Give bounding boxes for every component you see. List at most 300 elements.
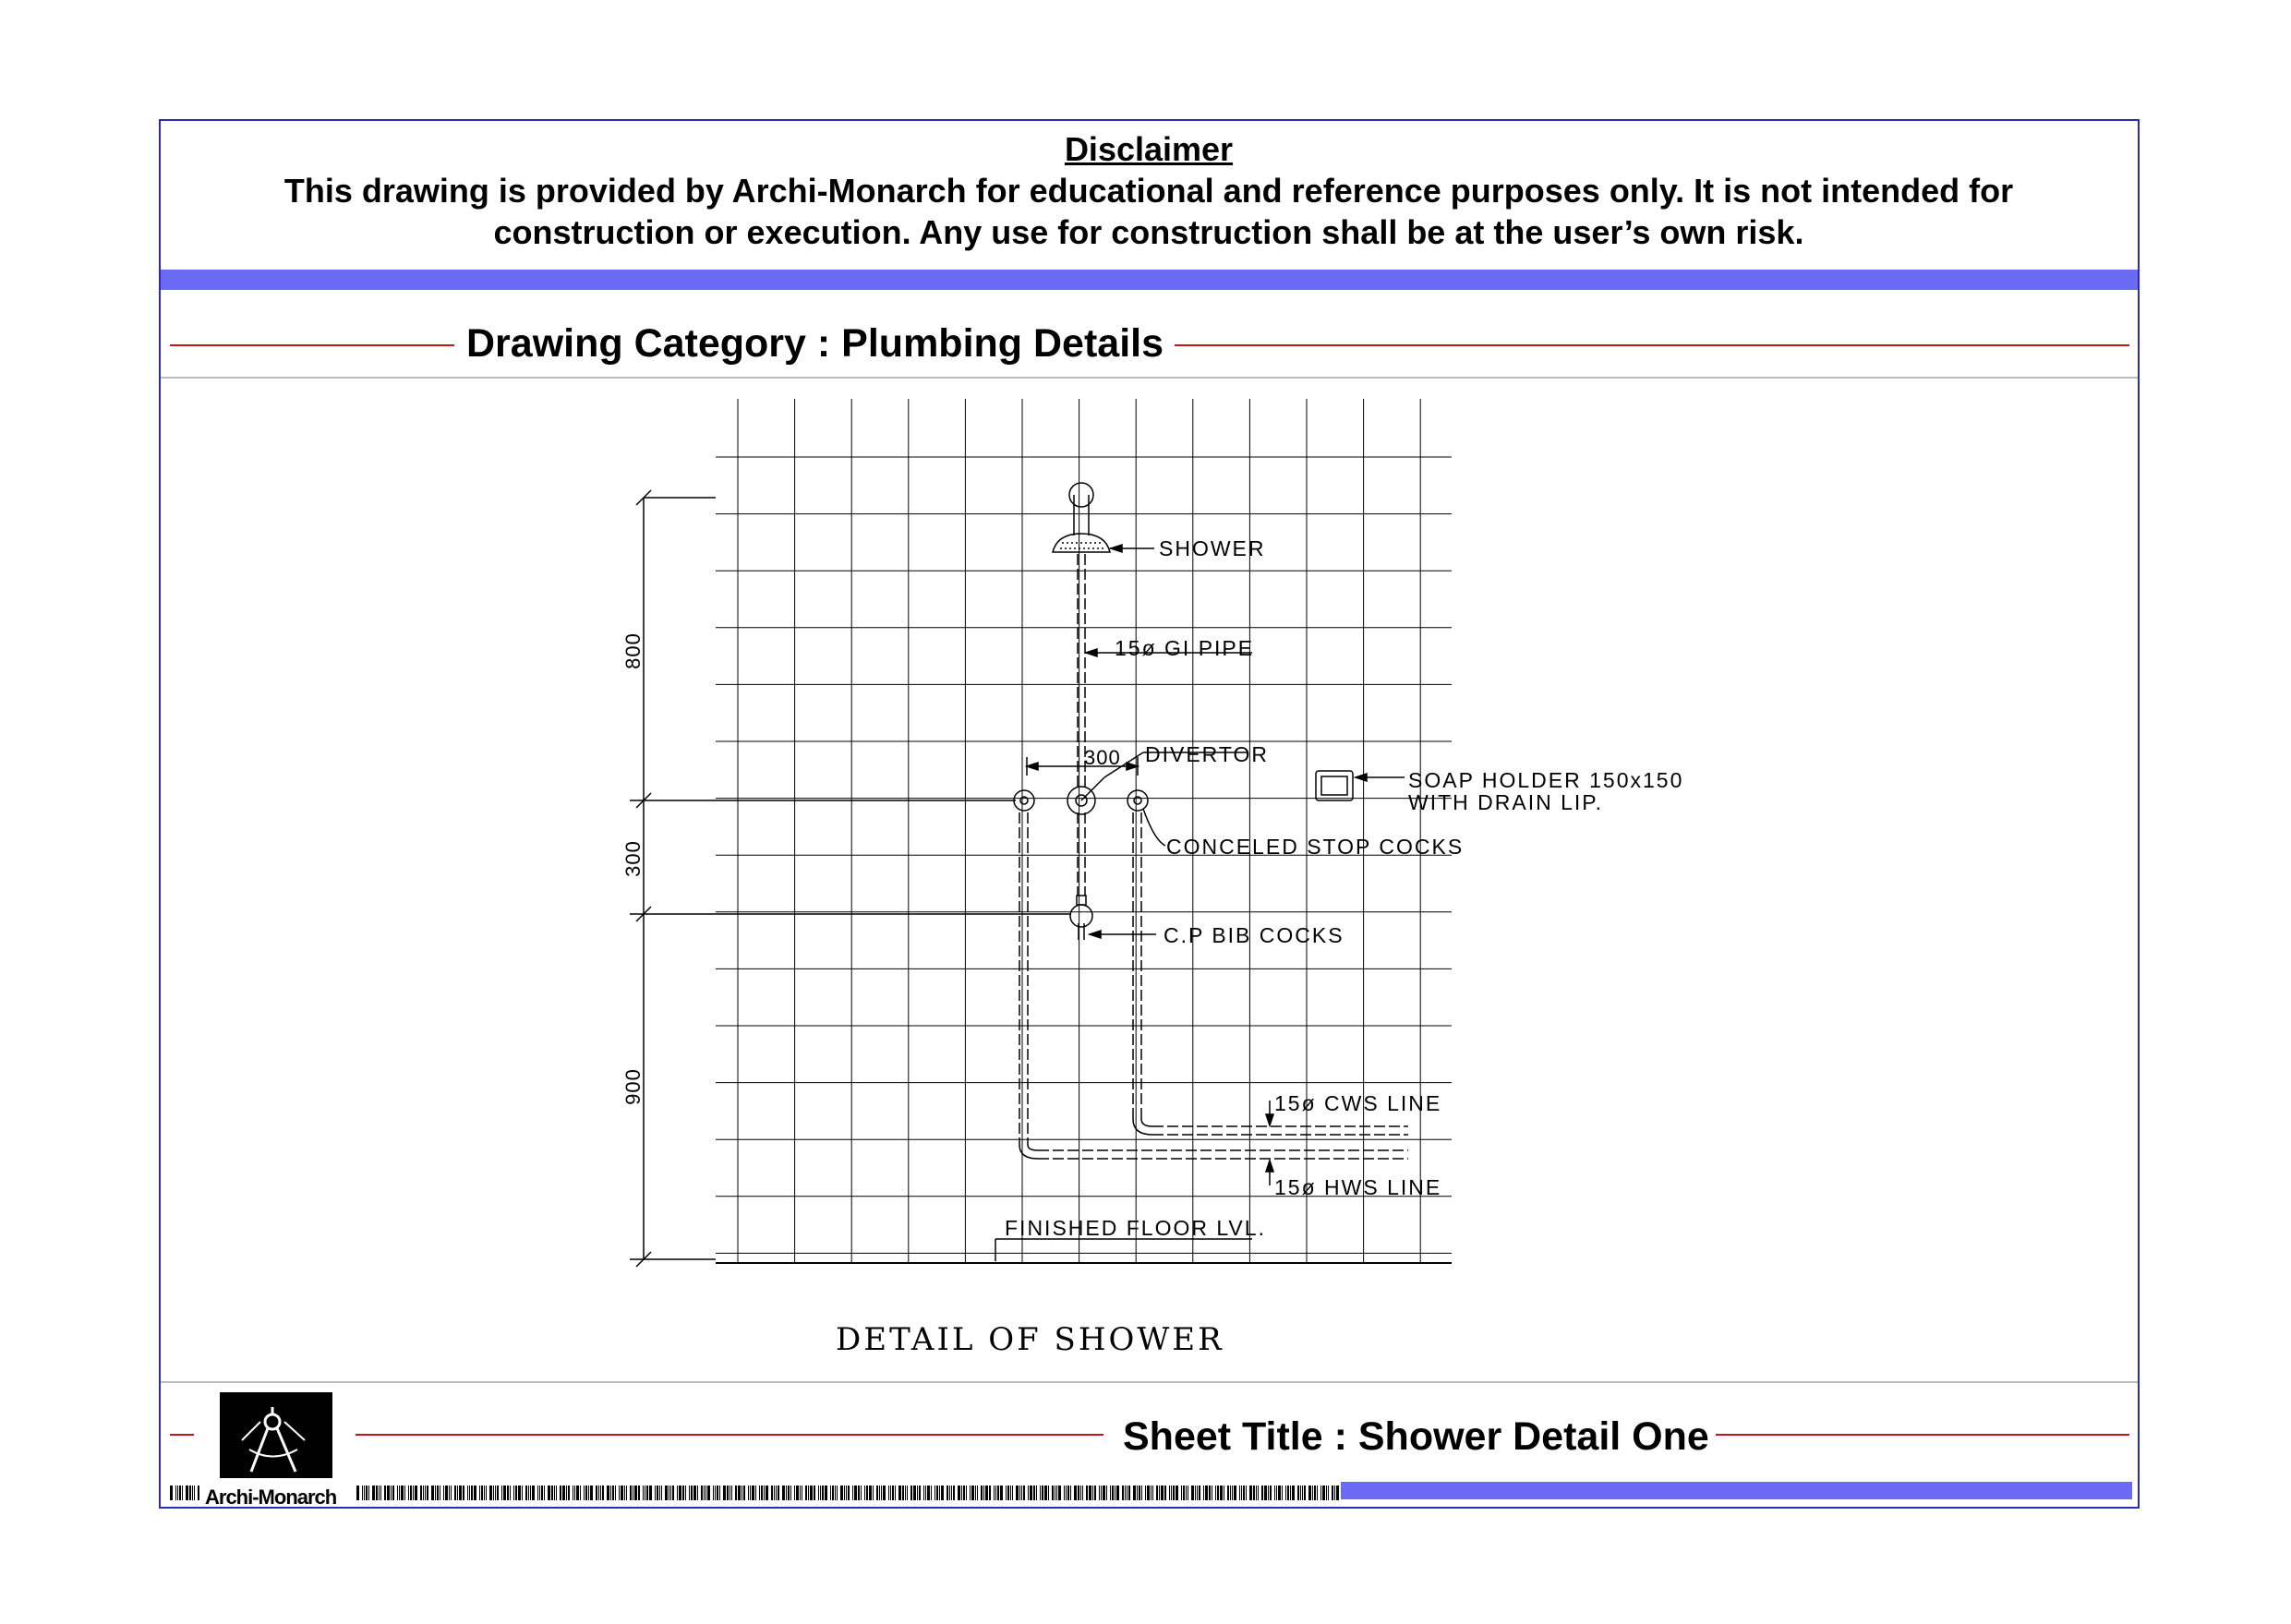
barcode-bar: [1300, 1486, 1301, 1500]
barcode-bar: [905, 1486, 906, 1500]
barcode-bar: [1285, 1486, 1286, 1500]
barcode-bar: [869, 1486, 872, 1500]
barcode-bar: [655, 1486, 656, 1500]
barcode-bar: [1320, 1486, 1321, 1500]
barcode-bar: [1101, 1486, 1102, 1500]
barcode-bar: [379, 1486, 380, 1500]
barcode-bar: [384, 1486, 386, 1500]
barcode-bar: [917, 1486, 918, 1500]
barcode-bar: [691, 1486, 693, 1500]
barcode-bar: [1173, 1486, 1175, 1500]
barcode-bar: [1030, 1486, 1032, 1500]
disclaimer-line-1: This drawing is provided by Archi-Monarch for educational and reference purposes only. It is not intended for: [283, 172, 2014, 210]
barcode-bar: [805, 1486, 807, 1500]
barcode-bar: [392, 1486, 394, 1500]
barcode-bar: [808, 1486, 809, 1500]
barcode-bar: [1334, 1486, 1335, 1500]
barcode-bar: [497, 1486, 499, 1500]
barcode-bar: [814, 1486, 815, 1500]
barcode-bar: [580, 1486, 581, 1500]
barcode-bar: [420, 1486, 422, 1500]
barcode-bar: [634, 1486, 637, 1500]
barcode-bar: [474, 1486, 476, 1500]
barcode-bar: [844, 1486, 845, 1500]
barcode-bar: [1164, 1486, 1166, 1500]
barcode-bar: [830, 1486, 831, 1500]
barcode-bar: [939, 1486, 940, 1500]
label-divertor: DIVERTOR: [1145, 742, 1270, 766]
barcode-bar: [949, 1486, 950, 1500]
barcode-bar: [1191, 1486, 1194, 1500]
barcode-bar: [1082, 1486, 1083, 1500]
barcode-bar: [864, 1486, 865, 1500]
barcode-bar: [881, 1486, 882, 1500]
barcode-bar: [810, 1486, 813, 1500]
barcode-bar: [910, 1486, 912, 1500]
label-hws-line: 15ø HWS LINE: [1274, 1175, 1442, 1199]
barcode-bar: [1312, 1486, 1313, 1500]
barcode-bar: [941, 1486, 944, 1500]
footer-band: [1341, 1482, 2132, 1499]
barcode-bar: [585, 1486, 587, 1500]
barcode-bar: [832, 1486, 834, 1500]
barcode-bar: [953, 1486, 955, 1500]
barcode-bar: [560, 1486, 561, 1500]
label-soap-holder-1: SOAP HOLDER 150x150: [1408, 768, 1684, 792]
barcode-bar: [554, 1486, 555, 1500]
barcode-bar: [1152, 1486, 1153, 1500]
barcode-bar: [837, 1486, 838, 1500]
barcode-bar: [685, 1486, 686, 1500]
barcode-bar: [630, 1486, 632, 1500]
brand-name: Archi-Monarch: [205, 1486, 337, 1509]
barcode-bar: [898, 1486, 901, 1500]
barcode-bar: [391, 1486, 392, 1500]
barcode-bar: [715, 1486, 716, 1500]
barcode-bar: [1137, 1486, 1138, 1500]
disclaimer-title: Disclaimer: [1064, 130, 1234, 168]
barcode-bar: [919, 1486, 921, 1500]
barcode-bar: [1010, 1486, 1011, 1500]
barcode-bar: [198, 1486, 199, 1500]
barcode-bar: [776, 1486, 777, 1500]
barcode-bar: [970, 1486, 971, 1500]
barcode-bar: [701, 1486, 703, 1500]
barcode-bar: [518, 1486, 521, 1500]
barcode-bar: [397, 1486, 398, 1500]
barcode-bar: [493, 1486, 494, 1500]
barcode-bar: [661, 1486, 662, 1500]
barcode-bar: [646, 1486, 648, 1500]
label-stop-cocks: CONCELED STOP COCKS: [1166, 835, 1465, 859]
barcode-bar: [457, 1486, 458, 1500]
barcode-bar: [705, 1486, 706, 1500]
barcode-bar: [971, 1486, 974, 1500]
barcode-bar: [657, 1486, 658, 1500]
barcode-bar: [1044, 1486, 1047, 1500]
barcode-bar: [752, 1486, 754, 1500]
barcode-bar: [985, 1486, 988, 1500]
barcode-bar: [404, 1486, 405, 1500]
barcode-bar: [1070, 1486, 1071, 1500]
barcode-bar: [766, 1486, 768, 1500]
barcode-bar: [479, 1486, 480, 1500]
barcode-bar: [528, 1486, 529, 1500]
barcode-bar: [1217, 1486, 1219, 1500]
barcode-bar: [437, 1486, 439, 1500]
barcode-bar: [761, 1486, 763, 1500]
barcode-bar: [1058, 1486, 1061, 1500]
barcode-bar: [532, 1486, 535, 1500]
barcode-bar: [1199, 1486, 1200, 1500]
dimension-300: 300: [621, 840, 645, 877]
barcode-bar: [1040, 1486, 1041, 1500]
barcode-bar: [975, 1486, 976, 1500]
barcode-bar: [1181, 1486, 1182, 1500]
barcode-bar: [484, 1486, 485, 1500]
barcode-bar: [923, 1486, 924, 1500]
barcode-bar: [489, 1486, 492, 1500]
barcode-bar: [755, 1486, 756, 1500]
barcode-bar: [759, 1486, 760, 1500]
barcode-bar: [1078, 1486, 1079, 1500]
barcode-bar: [177, 1486, 178, 1500]
barcode-bar: [670, 1486, 671, 1500]
barcode-bar: [401, 1486, 404, 1500]
barcode-bar: [997, 1486, 999, 1500]
barcode-bar: [888, 1486, 889, 1500]
barcode-bar: [1023, 1486, 1025, 1500]
barcode-bar: [1205, 1486, 1208, 1500]
barcode-bar: [1282, 1486, 1283, 1500]
barcode-bar: [1122, 1486, 1124, 1500]
label-soap-holder-2: WITH DRAIN LIP.: [1408, 790, 1604, 814]
barcode-bar: [1209, 1486, 1211, 1500]
barcode-bar: [1021, 1486, 1022, 1500]
barcode-bar: [515, 1486, 517, 1500]
label-cws-line: 15ø CWS LINE: [1274, 1091, 1442, 1115]
barcode-bar: [481, 1486, 483, 1500]
barcode-bar: [852, 1486, 853, 1500]
barcode-bar: [610, 1486, 611, 1500]
barcode-bar: [961, 1486, 962, 1500]
barcode-bar: [1159, 1486, 1160, 1500]
barcode-bar: [1067, 1486, 1069, 1500]
barcode-bar: [913, 1486, 916, 1500]
barcode-bar: [1308, 1486, 1311, 1500]
barcode-bar: [1232, 1486, 1233, 1500]
barcode-bar: [525, 1486, 527, 1500]
barcode-bar: [192, 1486, 193, 1500]
label-gi-pipe: 15ø GI PIPE: [1115, 636, 1255, 660]
barcode-bar: [1052, 1486, 1054, 1500]
barcode-bar: [469, 1486, 470, 1500]
barcode-bar: [977, 1486, 978, 1500]
barcode-bar: [677, 1486, 678, 1500]
shower-head-icon: [1053, 483, 1110, 552]
barcode-bar: [800, 1486, 801, 1500]
barcode-bar: [890, 1486, 891, 1500]
barcode-bar: [1287, 1486, 1289, 1500]
barcode-bar: [1317, 1486, 1318, 1500]
barcode-bar: [621, 1486, 623, 1500]
barcode-bar: [1139, 1486, 1140, 1500]
barcode-bar: [782, 1486, 785, 1500]
barcode-bar: [947, 1486, 948, 1500]
barcode-bar: [399, 1486, 400, 1500]
barcode-bar: [427, 1486, 428, 1500]
barcode-bar: [936, 1486, 938, 1500]
barcode-bar: [835, 1486, 836, 1500]
barcode-bar: [1261, 1486, 1263, 1500]
barcode-bar: [189, 1486, 191, 1500]
barcode-bar: [445, 1486, 448, 1500]
soap-holder-icon: [1316, 771, 1353, 800]
barcode-bar: [1128, 1486, 1130, 1500]
barcode-bar: [1094, 1486, 1096, 1500]
barcode-bar: [1270, 1486, 1272, 1500]
barcode-bar: [372, 1486, 375, 1500]
barcode-bar: [510, 1486, 511, 1500]
barcode-bar: [1042, 1486, 1043, 1500]
barcode-bar: [1253, 1486, 1255, 1500]
barcode-bar: [471, 1486, 473, 1500]
bib-cock-icon: [1070, 896, 1092, 940]
barcode-bar: [410, 1486, 412, 1500]
barcode-bar: [638, 1486, 640, 1500]
barcode-bar: [364, 1486, 365, 1500]
barcode-bar: [1066, 1486, 1067, 1500]
barcode-bar: [486, 1486, 487, 1500]
barcode-bar: [356, 1486, 359, 1500]
barcode-bar: [786, 1486, 787, 1500]
header-band: [161, 270, 2138, 290]
barcode-bar: [735, 1486, 737, 1500]
barcode-bar: [1326, 1486, 1327, 1500]
barcode-bar: [1227, 1486, 1229, 1500]
barcode-bar: [1234, 1486, 1236, 1500]
barcode-bar: [619, 1486, 620, 1500]
barcode-bar: [764, 1486, 765, 1500]
dimension-900: 900: [621, 1068, 645, 1105]
barcode-bar: [727, 1486, 729, 1500]
barcode-bar: [796, 1486, 799, 1500]
barcode-bar: [854, 1486, 857, 1500]
barcode-bar: [1328, 1486, 1329, 1500]
barcode-bar: [1016, 1486, 1019, 1500]
pipe-bends: [1019, 1119, 1152, 1159]
barcode-bar: [1033, 1486, 1035, 1500]
divertor-icon: [1067, 777, 1104, 814]
barcode-bar: [704, 1486, 705, 1500]
barcode-strip: [170, 1486, 1339, 1500]
barcode-bar: [1089, 1486, 1091, 1500]
barcode-bar: [659, 1486, 660, 1500]
barcode-bar: [963, 1486, 965, 1500]
barcode-bar: [463, 1486, 464, 1500]
barcode-bar: [380, 1486, 381, 1500]
dimension-line: [630, 490, 1071, 1267]
barcode-bar: [556, 1486, 557, 1500]
barcode-bar: [1112, 1486, 1114, 1500]
barcode-bar: [846, 1486, 847, 1500]
barcode-bar: [1133, 1486, 1136, 1500]
barcode-bar: [1080, 1486, 1081, 1500]
barcode-bar: [194, 1486, 195, 1500]
barcode-bar: [551, 1486, 553, 1500]
barcode-bar: [1302, 1486, 1303, 1500]
barcode-bar: [743, 1486, 745, 1500]
barcode-bar: [1241, 1486, 1242, 1500]
barcode-bar: [1116, 1486, 1119, 1500]
barcode-bar: [1322, 1486, 1325, 1500]
barcode-bar: [387, 1486, 390, 1500]
barcode-bar: [186, 1486, 188, 1500]
barcode-bar: [927, 1486, 930, 1500]
barcode-bar: [1064, 1486, 1065, 1500]
barcode-bar: [1332, 1486, 1333, 1500]
barcode-bar: [723, 1486, 726, 1500]
barcode-bar: [1028, 1486, 1029, 1500]
barcode-bar: [626, 1486, 627, 1500]
compass-logo: [220, 1392, 332, 1478]
barcode-bar: [1304, 1486, 1306, 1500]
barcode-bar: [1161, 1486, 1164, 1500]
stop-cock-right-icon: [1127, 790, 1148, 811]
barcode-bar: [951, 1486, 952, 1500]
barcode-bar: [1103, 1486, 1105, 1500]
barcode-bar: [423, 1486, 424, 1500]
barcode-bar: [1007, 1486, 1009, 1500]
barcode-bar: [1268, 1486, 1269, 1500]
barcode-bar: [541, 1486, 543, 1500]
barcode-bar: [995, 1486, 996, 1500]
barcode-bar: [1012, 1486, 1013, 1500]
label-shower: SHOWER: [1159, 536, 1266, 560]
barcode-bar: [1276, 1486, 1277, 1500]
barcode-bar: [748, 1486, 749, 1500]
barcode-bar: [866, 1486, 868, 1500]
barcode-bar: [1176, 1486, 1178, 1500]
barcode-bar: [738, 1486, 741, 1500]
barcode-bar: [1147, 1486, 1150, 1500]
barcode-bar: [713, 1486, 714, 1500]
barcode-bar: [1092, 1486, 1093, 1500]
barcode-bar: [1258, 1486, 1259, 1500]
barcode-bar: [895, 1486, 896, 1500]
barcode-bar: [1243, 1486, 1245, 1500]
barcode-bar: [1183, 1486, 1185, 1500]
barcode-bar: [362, 1486, 363, 1500]
barcode-bar: [1169, 1486, 1170, 1500]
barcode-bar: [697, 1486, 698, 1500]
barcode-bar: [994, 1486, 995, 1500]
barcode-bar: [1036, 1486, 1037, 1500]
barcode-bar: [182, 1486, 183, 1500]
barcode-bar: [574, 1486, 575, 1500]
barcode-bar: [376, 1486, 378, 1500]
barcode-bar: [679, 1486, 681, 1500]
barcode-bar: [1278, 1486, 1281, 1500]
barcode-bar: [590, 1486, 593, 1500]
barcode-bar: [431, 1486, 434, 1500]
barcode-bar: [607, 1486, 609, 1500]
disclaimer-line-2: construction or execution. Any use for construction shall be at the user’s own risk.: [493, 213, 1804, 251]
barcode-bar: [750, 1486, 751, 1500]
barcode-bar: [717, 1486, 718, 1500]
dimension-300-horizontal: 300: [1084, 746, 1121, 769]
barcode-bar: [600, 1486, 601, 1500]
barcode-bar: [794, 1486, 795, 1500]
barcode-bar: [495, 1486, 496, 1500]
barcode-bar: [1151, 1486, 1152, 1500]
barcode-bar: [981, 1486, 983, 1500]
barcode-bar: [958, 1486, 960, 1500]
barcode-bar: [1336, 1486, 1339, 1500]
barcode-bar: [435, 1486, 436, 1500]
barcode-bar: [366, 1486, 368, 1500]
barcode-bar: [624, 1486, 625, 1500]
barcode-bar: [175, 1486, 176, 1500]
sheet-title: Sheet Title : Shower Detail One: [1123, 1414, 1709, 1459]
barcode-bar: [966, 1486, 967, 1500]
barcode-bar: [602, 1486, 604, 1500]
barcode-bar: [848, 1486, 850, 1500]
barcode-bar: [1230, 1486, 1231, 1500]
barcode-bar: [537, 1486, 538, 1500]
barcode-bar: [539, 1486, 540, 1500]
barcode-bar: [858, 1486, 860, 1500]
barcode-bar: [1086, 1486, 1088, 1500]
barcode-bar: [1195, 1486, 1196, 1500]
barcode-bar: [818, 1486, 819, 1500]
barcode-bar: [689, 1486, 690, 1500]
barcode-bar: [1106, 1486, 1107, 1500]
barcode-bar: [1274, 1486, 1275, 1500]
barcode-bar: [1292, 1486, 1295, 1500]
barcode-bar: [548, 1486, 550, 1500]
barcode-bar: [1186, 1486, 1187, 1500]
barcode-bar: [425, 1486, 426, 1500]
barcode-bar: [771, 1486, 773, 1500]
barcode-bar: [1246, 1486, 1247, 1500]
barcode-bar: [1249, 1486, 1252, 1500]
barcode-bar: [451, 1486, 452, 1500]
barcode-bar: [1197, 1486, 1198, 1500]
barcode-bar: [861, 1486, 862, 1500]
barcode-bar: [707, 1486, 710, 1500]
barcode-bar: [522, 1486, 523, 1500]
barcode-bar: [879, 1486, 880, 1500]
barcode-bar: [1256, 1486, 1257, 1500]
barcode-bar: [368, 1486, 369, 1500]
barcode-bar: [925, 1486, 926, 1500]
barcode-bar: [1215, 1486, 1216, 1500]
barcode-bar: [649, 1486, 652, 1500]
barcode-bar: [731, 1486, 732, 1500]
barcode-bar: [1239, 1486, 1240, 1500]
barcode-bar: [467, 1486, 468, 1500]
barcode-bar: [934, 1486, 935, 1500]
barcode-bar: [1006, 1486, 1007, 1500]
barcode-bar: [1297, 1486, 1299, 1500]
barcode-bar: [584, 1486, 585, 1500]
barcode-bar: [682, 1486, 684, 1500]
barcode-bar: [1203, 1486, 1204, 1500]
barcode-bar: [989, 1486, 991, 1500]
drawing-category: Drawing Category : Plumbing Details: [466, 321, 1164, 366]
barcode-bar: [598, 1486, 599, 1500]
